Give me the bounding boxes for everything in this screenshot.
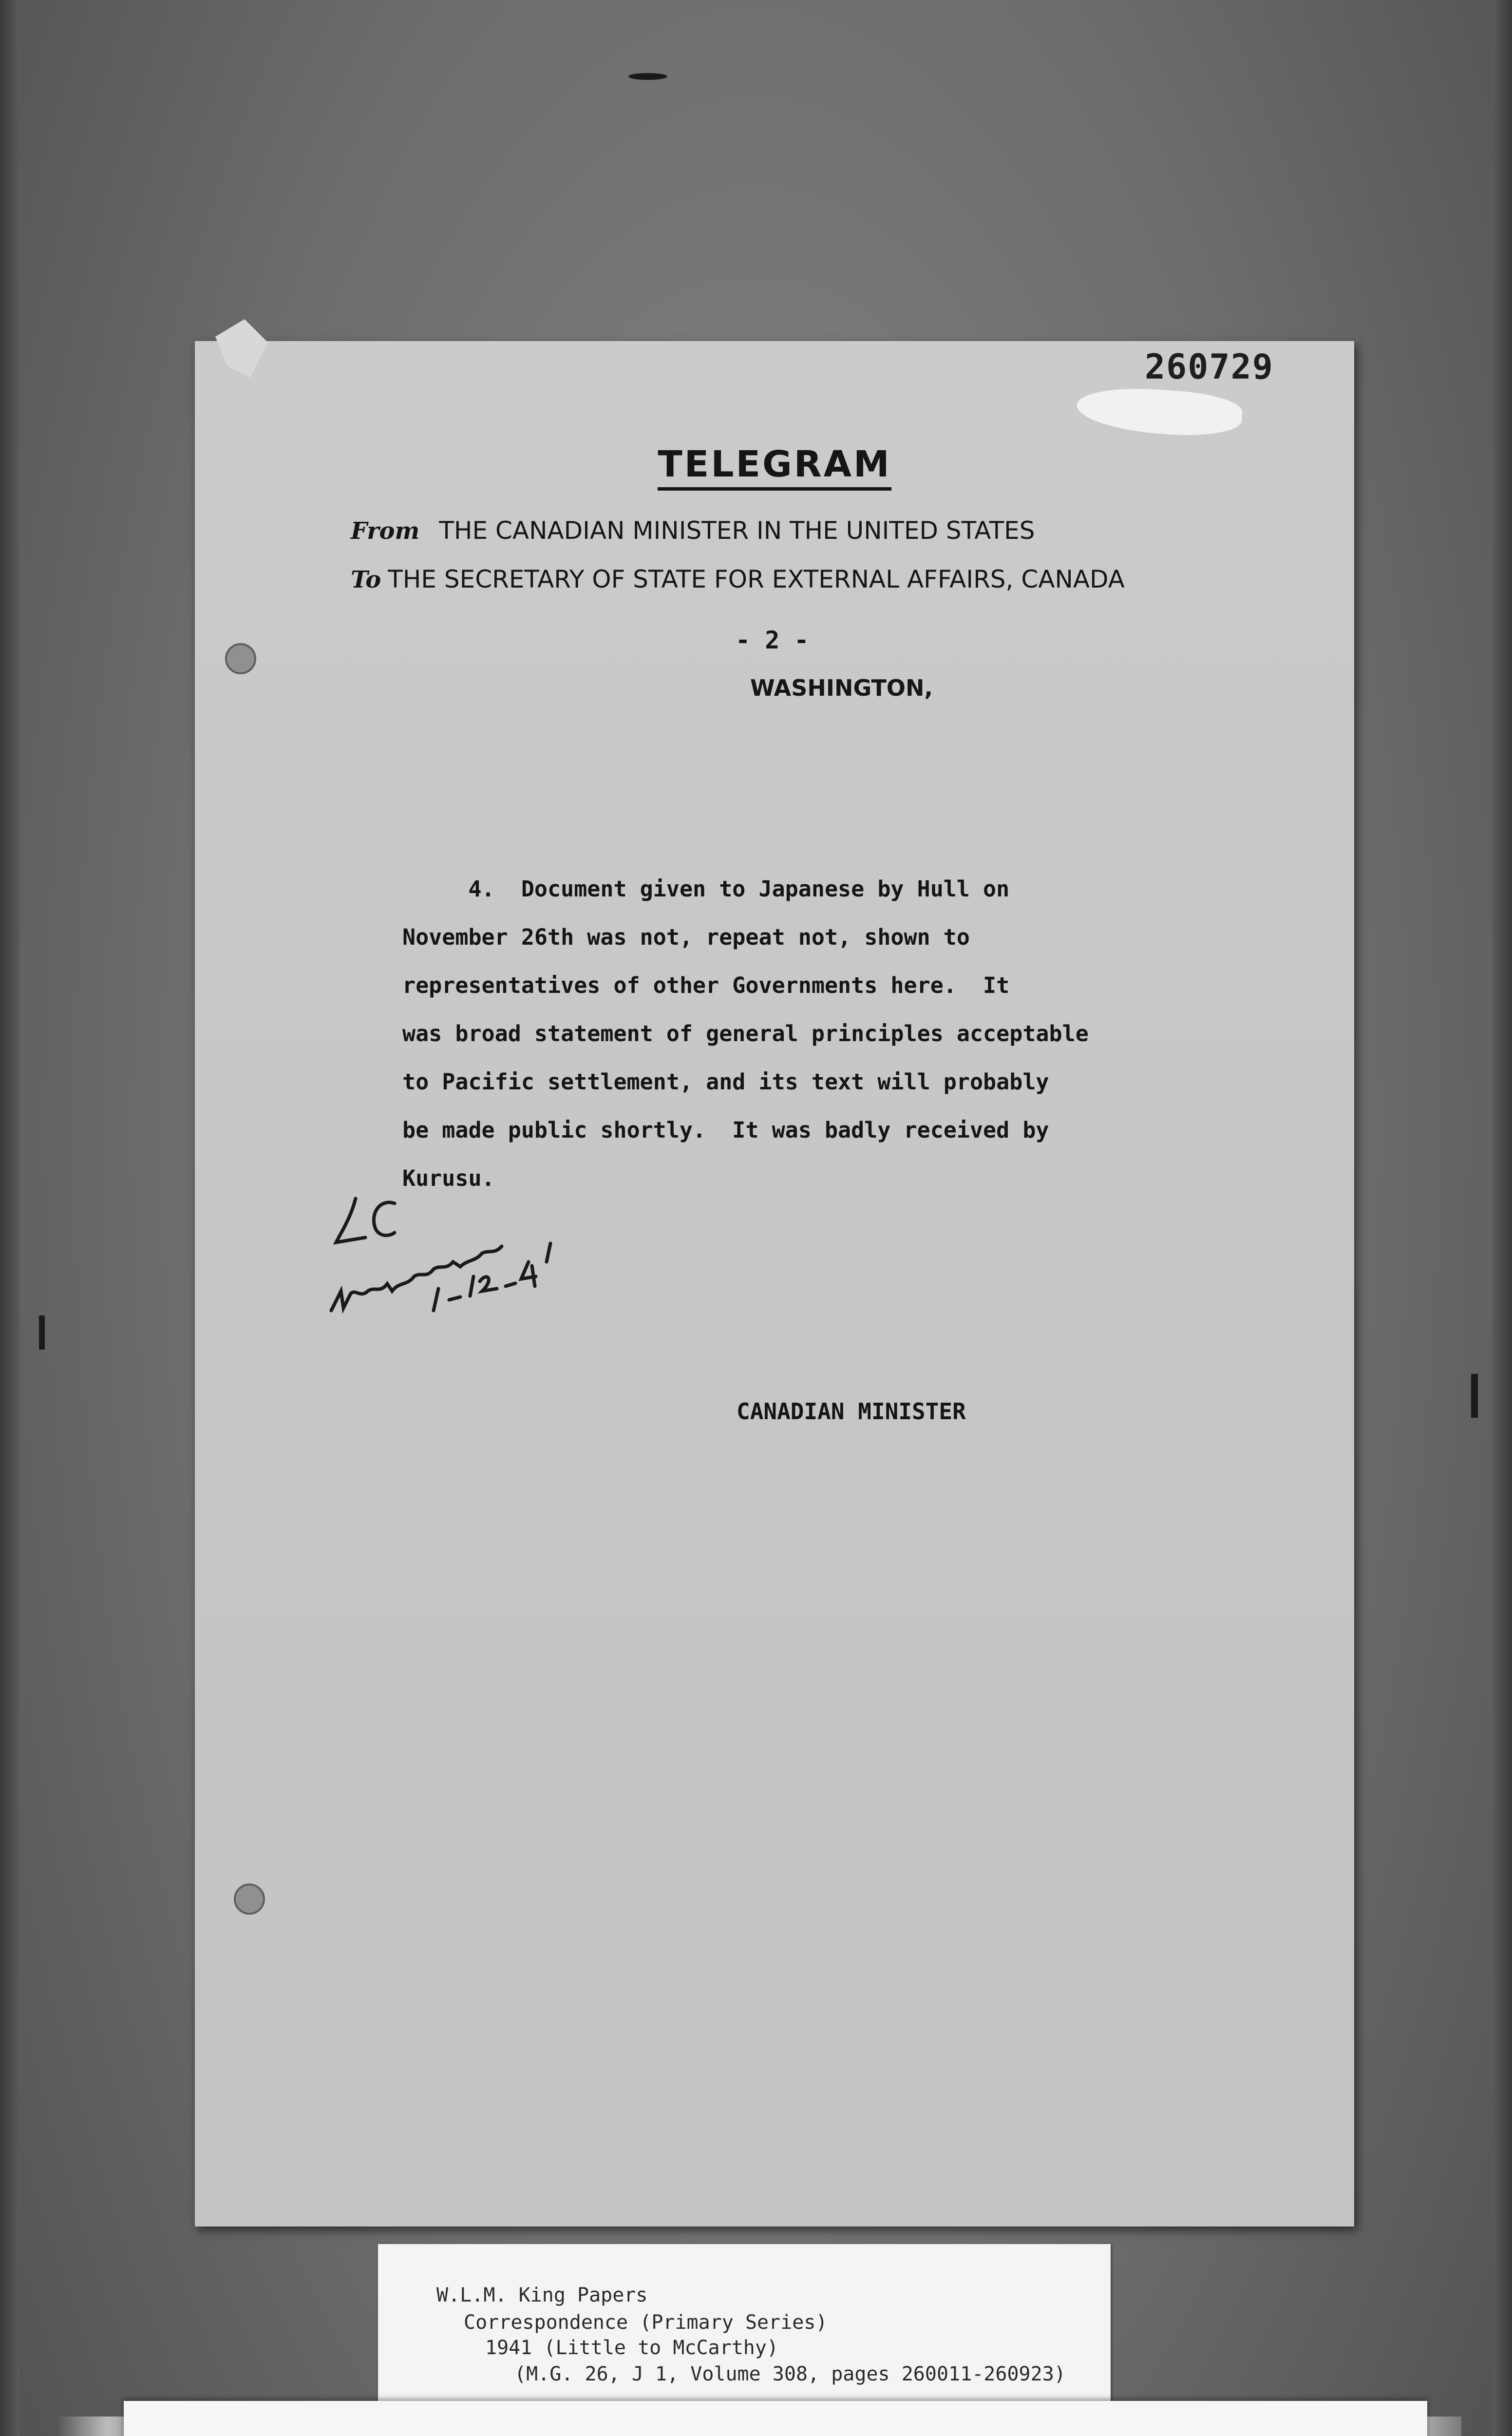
film-mark (39, 1315, 45, 1350)
catalog-line: Correspondence (Primary Series) (464, 2311, 828, 2334)
body-line: was broad statement of general principles acceptable (402, 1021, 1089, 1047)
to-text: THE SECRETARY OF STATE FOR EXTERNAL AFFAIRS, CANADA (388, 565, 1125, 593)
body-line: November 26th was not, repeat not, shown to (402, 924, 970, 950)
page-sequence: - 2 - (736, 626, 809, 654)
punch-hole (234, 1884, 265, 1915)
catalog-line: 1941 (Little to McCarthy) (485, 2337, 779, 2359)
from-text: THE CANADIAN MINISTER IN THE UNITED STATES (439, 516, 1035, 545)
film-mark (628, 73, 667, 80)
from-label: From (351, 517, 420, 545)
archives-plate (124, 2401, 1427, 2436)
body-line: 4. Document given to Japanese by Hull on (402, 876, 1010, 902)
signature: CANADIAN MINISTER (737, 1398, 966, 1425)
body-line: be made public shortly. It was badly received by (402, 1117, 1049, 1143)
handwritten-annotation (321, 1189, 575, 1335)
film-mark (1471, 1374, 1478, 1418)
to-label: To (351, 566, 381, 593)
place-line: WASHINGTON, (750, 675, 933, 701)
to-line (351, 565, 1125, 593)
frame-edge-left (0, 0, 19, 2436)
page-number: 260729 (1145, 347, 1274, 387)
frame-edge-right (1493, 0, 1512, 2436)
from-line (351, 516, 1035, 545)
body-line: Kurusu. (402, 1165, 495, 1191)
telegram-body (402, 865, 1230, 1202)
body-line: to Pacific settlement, and its text will probably (402, 1069, 1049, 1095)
catalog-line: W.L.M. King Papers (436, 2284, 648, 2306)
document-title (0, 443, 1512, 485)
punch-hole (225, 643, 256, 674)
body-line: representatives of other Governments here. It (402, 972, 1010, 998)
catalog-line: (M.G. 26, J 1, Volume 308, pages 260011-260923) (514, 2363, 1066, 2385)
catalog-label (378, 2244, 1111, 2405)
title-text: TELEGRAM (658, 443, 891, 491)
